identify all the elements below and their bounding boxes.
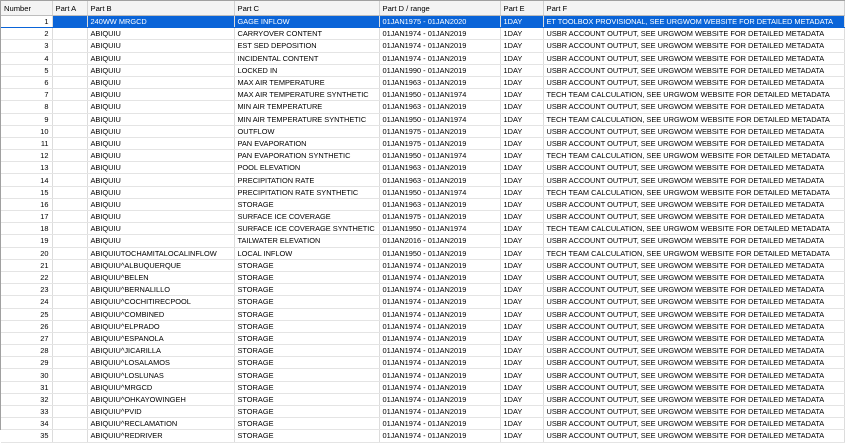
column-header-part-d[interactable]: Part D / range [379, 1, 500, 16]
cell-part-d[interactable]: 01JAN1950 - 01JAN1974 [379, 186, 500, 198]
cell-part-d[interactable]: 01JAN1975 - 01JAN2020 [379, 16, 500, 28]
table-row[interactable] [1, 125, 844, 137]
cell-part-c[interactable]: STORAGE [234, 345, 379, 357]
cell-part-c[interactable]: MAX AIR TEMPERATURE SYNTHETIC [234, 89, 379, 101]
column-header-part-c[interactable]: Part C [234, 1, 379, 16]
cell-part-a[interactable] [52, 211, 87, 223]
table-row[interactable] [1, 430, 844, 442]
cell-part-a[interactable] [52, 369, 87, 381]
cell-part-f[interactable]: USBR ACCOUNT OUTPUT, SEE URGWOM WEBSITE FOR DETAILED METADATA [543, 430, 844, 442]
cell-number[interactable]: 24 [1, 296, 52, 308]
cell-part-a[interactable] [52, 198, 87, 210]
cell-part-d[interactable]: 01JAN1963 - 01JAN2019 [379, 101, 500, 113]
table-row[interactable] [1, 345, 844, 357]
cell-part-b[interactable]: ABIQUIU^LOSALAMOS [87, 357, 234, 369]
cell-part-a[interactable] [52, 357, 87, 369]
table-row[interactable] [1, 369, 844, 381]
cell-part-c[interactable]: TAILWATER ELEVATION [234, 235, 379, 247]
cell-part-b[interactable]: ABIQUIU [87, 64, 234, 76]
table-row[interactable] [1, 40, 844, 52]
cell-part-d[interactable]: 01JAN1963 - 01JAN2019 [379, 162, 500, 174]
cell-part-c[interactable]: EST SED DEPOSITION [234, 40, 379, 52]
cell-number[interactable]: 9 [1, 113, 52, 125]
cell-part-b[interactable]: ABIQUIU^REDRIVER [87, 430, 234, 442]
catalog-table [1, 1, 845, 443]
table-row[interactable] [1, 89, 844, 101]
cell-part-d[interactable]: 01JAN1990 - 01JAN2019 [379, 64, 500, 76]
cell-part-f[interactable]: USBR ACCOUNT OUTPUT, SEE URGWOM WEBSITE FOR DETAILED METADATA [543, 418, 844, 430]
table-row[interactable] [1, 137, 844, 149]
table-row[interactable] [1, 393, 844, 405]
cell-part-b[interactable]: ABIQUIU [87, 40, 234, 52]
cell-part-a[interactable] [52, 137, 87, 149]
cell-part-b[interactable]: ABIQUIU [87, 223, 234, 235]
cell-part-f[interactable]: USBR ACCOUNT OUTPUT, SEE URGWOM WEBSITE FOR DETAILED METADATA [543, 174, 844, 186]
cell-part-f[interactable]: USBR ACCOUNT OUTPUT, SEE URGWOM WEBSITE FOR DETAILED METADATA [543, 381, 844, 393]
cell-part-e[interactable]: 1DAY [500, 16, 543, 28]
cell-part-f[interactable]: USBR ACCOUNT OUTPUT, SEE URGWOM WEBSITE FOR DETAILED METADATA [543, 406, 844, 418]
cell-part-e[interactable]: 1DAY [500, 332, 543, 344]
cell-part-d[interactable]: 01JAN1950 - 01JAN1974 [379, 89, 500, 101]
table-row[interactable] [1, 28, 844, 40]
cell-part-c[interactable]: STORAGE [234, 406, 379, 418]
cell-part-d[interactable]: 01JAN1974 - 01JAN2019 [379, 320, 500, 332]
cell-part-b[interactable]: ABIQUIU [87, 52, 234, 64]
cell-part-e[interactable]: 1DAY [500, 223, 543, 235]
cell-part-c[interactable]: PRECIPITATION RATE SYNTHETIC [234, 186, 379, 198]
cell-part-f[interactable]: USBR ACCOUNT OUTPUT, SEE URGWOM WEBSITE FOR DETAILED METADATA [543, 52, 844, 64]
cell-part-c[interactable]: POOL ELEVATION [234, 162, 379, 174]
table-row[interactable] [1, 174, 844, 186]
cell-part-e[interactable]: 1DAY [500, 320, 543, 332]
cell-number[interactable]: 26 [1, 320, 52, 332]
cell-part-d[interactable]: 01JAN1974 - 01JAN2019 [379, 418, 500, 430]
cell-number[interactable]: 12 [1, 150, 52, 162]
cell-part-d[interactable]: 01JAN1950 - 01JAN1974 [379, 223, 500, 235]
cell-part-d[interactable]: 01JAN1974 - 01JAN2019 [379, 271, 500, 283]
cell-part-d[interactable]: 01JAN1975 - 01JAN2019 [379, 137, 500, 149]
table-row[interactable] [1, 381, 844, 393]
cell-part-d[interactable]: 01JAN1974 - 01JAN2019 [379, 40, 500, 52]
cell-part-e[interactable]: 1DAY [500, 418, 543, 430]
cell-part-e[interactable]: 1DAY [500, 235, 543, 247]
cell-part-d[interactable]: 01JAN1975 - 01JAN2019 [379, 125, 500, 137]
cell-number[interactable]: 23 [1, 284, 52, 296]
cell-part-f[interactable]: USBR ACCOUNT OUTPUT, SEE URGWOM WEBSITE FOR DETAILED METADATA [543, 64, 844, 76]
cell-part-a[interactable] [52, 150, 87, 162]
cell-part-e[interactable]: 1DAY [500, 430, 543, 442]
cell-part-e[interactable]: 1DAY [500, 40, 543, 52]
cell-part-e[interactable]: 1DAY [500, 76, 543, 88]
cell-part-e[interactable]: 1DAY [500, 247, 543, 259]
cell-part-f[interactable]: USBR ACCOUNT OUTPUT, SEE URGWOM WEBSITE FOR DETAILED METADATA [543, 320, 844, 332]
table-row[interactable] [1, 308, 844, 320]
cell-part-f[interactable]: USBR ACCOUNT OUTPUT, SEE URGWOM WEBSITE FOR DETAILED METADATA [543, 76, 844, 88]
column-header-part-a[interactable]: Part A [52, 1, 87, 16]
cell-part-a[interactable] [52, 308, 87, 320]
cell-part-e[interactable]: 1DAY [500, 150, 543, 162]
cell-part-d[interactable]: 01JAN1974 - 01JAN2019 [379, 259, 500, 271]
table-row[interactable] [1, 247, 844, 259]
cell-part-a[interactable] [52, 271, 87, 283]
cell-part-b[interactable]: ABIQUIU^MRGCD [87, 381, 234, 393]
cell-number[interactable]: 35 [1, 430, 52, 442]
cell-part-d[interactable]: 01JAN1974 - 01JAN2019 [379, 52, 500, 64]
cell-part-f[interactable]: USBR ACCOUNT OUTPUT, SEE URGWOM WEBSITE FOR DETAILED METADATA [543, 393, 844, 405]
cell-part-b[interactable]: ABIQUIU [87, 235, 234, 247]
table-row[interactable] [1, 235, 844, 247]
cell-part-c[interactable]: INCIDENTAL CONTENT [234, 52, 379, 64]
cell-part-a[interactable] [52, 28, 87, 40]
cell-part-c[interactable]: GAGE INFLOW [234, 16, 379, 28]
cell-part-b[interactable]: ABIQUIU^ALBUQUERQUE [87, 259, 234, 271]
cell-part-e[interactable]: 1DAY [500, 174, 543, 186]
cell-part-c[interactable]: PAN EVAPORATION SYNTHETIC [234, 150, 379, 162]
cell-number[interactable]: 2 [1, 28, 52, 40]
table-row[interactable] [1, 101, 844, 113]
table-row[interactable] [1, 418, 844, 430]
cell-part-c[interactable]: STORAGE [234, 198, 379, 210]
cell-number[interactable]: 6 [1, 76, 52, 88]
cell-part-c[interactable]: STORAGE [234, 271, 379, 283]
table-row[interactable] [1, 16, 844, 28]
cell-part-b[interactable]: ABIQUIU [87, 113, 234, 125]
cell-part-b[interactable]: ABIQUIU [87, 125, 234, 137]
cell-number[interactable]: 4 [1, 52, 52, 64]
table-row[interactable] [1, 259, 844, 271]
cell-part-f[interactable]: USBR ACCOUNT OUTPUT, SEE URGWOM WEBSITE FOR DETAILED METADATA [543, 345, 844, 357]
cell-part-d[interactable]: 01JAN1974 - 01JAN2019 [379, 381, 500, 393]
table-row[interactable] [1, 162, 844, 174]
cell-part-a[interactable] [52, 381, 87, 393]
cell-part-a[interactable] [52, 418, 87, 430]
table-row[interactable] [1, 223, 844, 235]
cell-part-a[interactable] [52, 223, 87, 235]
cell-part-a[interactable] [52, 174, 87, 186]
cell-part-c[interactable]: MIN AIR TEMPERATURE [234, 101, 379, 113]
cell-part-b[interactable]: ABIQUIU [87, 89, 234, 101]
table-row[interactable] [1, 296, 844, 308]
cell-part-e[interactable]: 1DAY [500, 357, 543, 369]
cell-number[interactable]: 15 [1, 186, 52, 198]
cell-part-e[interactable]: 1DAY [500, 186, 543, 198]
cell-part-b[interactable]: ABIQUIU [87, 211, 234, 223]
cell-part-d[interactable]: 01JAN1974 - 01JAN2019 [379, 357, 500, 369]
cell-part-e[interactable]: 1DAY [500, 308, 543, 320]
table-row[interactable] [1, 271, 844, 283]
cell-part-e[interactable]: 1DAY [500, 211, 543, 223]
cell-number[interactable]: 29 [1, 357, 52, 369]
cell-part-b[interactable]: ABIQUIU [87, 162, 234, 174]
cell-part-d[interactable]: 01JAN1974 - 01JAN2019 [379, 369, 500, 381]
cell-number[interactable]: 31 [1, 381, 52, 393]
cell-part-c[interactable]: LOCKED IN [234, 64, 379, 76]
cell-part-f[interactable]: USBR ACCOUNT OUTPUT, SEE URGWOM WEBSITE FOR DETAILED METADATA [543, 357, 844, 369]
cell-part-d[interactable]: 01JAN1974 - 01JAN2019 [379, 332, 500, 344]
cell-part-f[interactable]: USBR ACCOUNT OUTPUT, SEE URGWOM WEBSITE FOR DETAILED METADATA [543, 235, 844, 247]
cell-part-a[interactable] [52, 320, 87, 332]
cell-part-a[interactable] [52, 64, 87, 76]
cell-part-b[interactable]: ABIQUIU^COMBINED [87, 308, 234, 320]
cell-part-f[interactable]: USBR ACCOUNT OUTPUT, SEE URGWOM WEBSITE FOR DETAILED METADATA [543, 125, 844, 137]
cell-part-e[interactable]: 1DAY [500, 369, 543, 381]
cell-part-e[interactable]: 1DAY [500, 198, 543, 210]
cell-part-a[interactable] [52, 430, 87, 442]
cell-part-d[interactable]: 01JAN1974 - 01JAN2019 [379, 308, 500, 320]
cell-part-e[interactable]: 1DAY [500, 64, 543, 76]
cell-part-b[interactable]: ABIQUIU^PVID [87, 406, 234, 418]
cell-part-d[interactable]: 01JAN1963 - 01JAN2019 [379, 198, 500, 210]
cell-part-c[interactable]: STORAGE [234, 369, 379, 381]
cell-number[interactable]: 30 [1, 369, 52, 381]
cell-part-b[interactable]: ABIQUIU [87, 198, 234, 210]
cell-part-e[interactable]: 1DAY [500, 162, 543, 174]
cell-number[interactable]: 10 [1, 125, 52, 137]
cell-part-c[interactable]: SURFACE ICE COVERAGE [234, 211, 379, 223]
cell-number[interactable]: 28 [1, 345, 52, 357]
cell-part-f[interactable]: USBR ACCOUNT OUTPUT, SEE URGWOM WEBSITE FOR DETAILED METADATA [543, 259, 844, 271]
cell-part-c[interactable]: STORAGE [234, 296, 379, 308]
cell-part-e[interactable]: 1DAY [500, 284, 543, 296]
cell-number[interactable]: 19 [1, 235, 52, 247]
cell-number[interactable]: 22 [1, 271, 52, 283]
cell-part-b[interactable]: ABIQUIU^ESPANOLA [87, 332, 234, 344]
cell-part-b[interactable]: ABIQUIU^COCHITIRECPOOL [87, 296, 234, 308]
cell-number[interactable]: 5 [1, 64, 52, 76]
cell-part-d[interactable]: 01JAN1974 - 01JAN2019 [379, 430, 500, 442]
cell-part-a[interactable] [52, 259, 87, 271]
table-row[interactable] [1, 76, 844, 88]
cell-part-b[interactable]: ABIQUIU [87, 101, 234, 113]
cell-part-a[interactable] [52, 345, 87, 357]
cell-part-b[interactable]: ABIQUIU [87, 174, 234, 186]
table-row[interactable] [1, 113, 844, 125]
cell-part-c[interactable]: CARRYOVER CONTENT [234, 28, 379, 40]
cell-part-a[interactable] [52, 162, 87, 174]
cell-number[interactable]: 16 [1, 198, 52, 210]
cell-part-f[interactable]: USBR ACCOUNT OUTPUT, SEE URGWOM WEBSITE FOR DETAILED METADATA [543, 101, 844, 113]
cell-part-a[interactable] [52, 235, 87, 247]
cell-number[interactable]: 3 [1, 40, 52, 52]
cell-part-a[interactable] [52, 125, 87, 137]
table-row[interactable] [1, 52, 844, 64]
cell-part-d[interactable]: 01JAN1950 - 01JAN2019 [379, 247, 500, 259]
cell-number[interactable]: 20 [1, 247, 52, 259]
cell-part-f[interactable]: TECH TEAM CALCULATION, SEE URGWOM WEBSITE FOR DETAILED METADATA [543, 89, 844, 101]
cell-part-c[interactable]: STORAGE [234, 320, 379, 332]
cell-number[interactable]: 8 [1, 101, 52, 113]
cell-part-e[interactable]: 1DAY [500, 28, 543, 40]
cell-part-c[interactable]: STORAGE [234, 418, 379, 430]
cell-number[interactable]: 25 [1, 308, 52, 320]
cell-part-a[interactable] [52, 332, 87, 344]
cell-part-a[interactable] [52, 247, 87, 259]
table-row[interactable] [1, 211, 844, 223]
table-row[interactable] [1, 284, 844, 296]
cell-part-e[interactable]: 1DAY [500, 345, 543, 357]
cell-part-e[interactable]: 1DAY [500, 125, 543, 137]
column-header-part-f[interactable]: Part F [543, 1, 844, 16]
cell-part-d[interactable]: 01JAN1974 - 01JAN2019 [379, 345, 500, 357]
cell-part-b[interactable]: 240WW MRGCD [87, 16, 234, 28]
cell-part-a[interactable] [52, 284, 87, 296]
cell-part-e[interactable]: 1DAY [500, 406, 543, 418]
cell-part-b[interactable]: ABIQUIU^RECLAMATION [87, 418, 234, 430]
cell-part-d[interactable]: 01JAN2016 - 01JAN2019 [379, 235, 500, 247]
cell-part-f[interactable]: USBR ACCOUNT OUTPUT, SEE URGWOM WEBSITE FOR DETAILED METADATA [543, 137, 844, 149]
cell-part-e[interactable]: 1DAY [500, 259, 543, 271]
cell-part-e[interactable]: 1DAY [500, 137, 543, 149]
cell-number[interactable]: 7 [1, 89, 52, 101]
cell-part-f[interactable]: USBR ACCOUNT OUTPUT, SEE URGWOM WEBSITE FOR DETAILED METADATA [543, 284, 844, 296]
cell-number[interactable]: 13 [1, 162, 52, 174]
cell-part-a[interactable] [52, 40, 87, 52]
cell-part-b[interactable]: ABIQUIU [87, 150, 234, 162]
cell-part-e[interactable]: 1DAY [500, 113, 543, 125]
cell-part-e[interactable]: 1DAY [500, 381, 543, 393]
cell-part-b[interactable]: ABIQUIU^JICARILLA [87, 345, 234, 357]
cell-part-d[interactable]: 01JAN1974 - 01JAN2019 [379, 393, 500, 405]
table-row[interactable] [1, 357, 844, 369]
cell-part-a[interactable] [52, 113, 87, 125]
cell-part-a[interactable] [52, 16, 87, 28]
cell-number[interactable]: 11 [1, 137, 52, 149]
cell-part-a[interactable] [52, 89, 87, 101]
cell-part-f[interactable]: TECH TEAM CALCULATION, SEE URGWOM WEBSITE FOR DETAILED METADATA [543, 247, 844, 259]
cell-part-c[interactable]: STORAGE [234, 357, 379, 369]
cell-part-b[interactable]: ABIQUIU [87, 28, 234, 40]
cell-part-c[interactable]: STORAGE [234, 284, 379, 296]
cell-part-c[interactable]: STORAGE [234, 308, 379, 320]
cell-part-c[interactable]: OUTFLOW [234, 125, 379, 137]
table-row[interactable] [1, 198, 844, 210]
cell-part-c[interactable]: STORAGE [234, 393, 379, 405]
cell-part-c[interactable]: LOCAL INFLOW [234, 247, 379, 259]
cell-part-a[interactable] [52, 393, 87, 405]
cell-part-a[interactable] [52, 101, 87, 113]
cell-part-e[interactable]: 1DAY [500, 89, 543, 101]
table-row[interactable] [1, 320, 844, 332]
cell-part-b[interactable]: ABIQUIU^LOSLUNAS [87, 369, 234, 381]
cell-part-f[interactable]: TECH TEAM CALCULATION, SEE URGWOM WEBSITE FOR DETAILED METADATA [543, 186, 844, 198]
cell-part-d[interactable]: 01JAN1974 - 01JAN2019 [379, 28, 500, 40]
cell-part-f[interactable]: TECH TEAM CALCULATION, SEE URGWOM WEBSITE FOR DETAILED METADATA [543, 223, 844, 235]
cell-part-d[interactable]: 01JAN1950 - 01JAN1974 [379, 113, 500, 125]
cell-number[interactable]: 33 [1, 406, 52, 418]
cell-part-f[interactable]: USBR ACCOUNT OUTPUT, SEE URGWOM WEBSITE FOR DETAILED METADATA [543, 296, 844, 308]
table-row[interactable] [1, 64, 844, 76]
cell-part-c[interactable]: PAN EVAPORATION [234, 137, 379, 149]
cell-part-b[interactable]: ABIQUIU [87, 186, 234, 198]
cell-number[interactable]: 14 [1, 174, 52, 186]
table-header-row [1, 1, 844, 16]
cell-part-a[interactable] [52, 76, 87, 88]
cell-number[interactable]: 32 [1, 393, 52, 405]
cell-part-d[interactable]: 01JAN1974 - 01JAN2019 [379, 284, 500, 296]
cell-part-b[interactable]: ABIQUIU^BERNALILLO [87, 284, 234, 296]
cell-part-d[interactable]: 01JAN1974 - 01JAN2019 [379, 406, 500, 418]
table-row[interactable] [1, 186, 844, 198]
table-row[interactable] [1, 332, 844, 344]
cell-part-b[interactable]: ABIQUIU^ELPRADO [87, 320, 234, 332]
cell-part-c[interactable]: STORAGE [234, 259, 379, 271]
cell-part-c[interactable]: MAX AIR TEMPERATURE [234, 76, 379, 88]
cell-number[interactable]: 18 [1, 223, 52, 235]
cell-part-f[interactable]: USBR ACCOUNT OUTPUT, SEE URGWOM WEBSITE FOR DETAILED METADATA [543, 28, 844, 40]
cell-part-c[interactable]: PRECIPITATION RATE [234, 174, 379, 186]
cell-part-d[interactable]: 01JAN1963 - 01JAN2019 [379, 76, 500, 88]
column-header-part-e[interactable]: Part E [500, 1, 543, 16]
cell-part-c[interactable]: SURFACE ICE COVERAGE SYNTHETIC [234, 223, 379, 235]
cell-part-d[interactable]: 01JAN1975 - 01JAN2019 [379, 211, 500, 223]
cell-part-a[interactable] [52, 296, 87, 308]
cell-part-c[interactable]: STORAGE [234, 430, 379, 442]
cell-number[interactable]: 17 [1, 211, 52, 223]
cell-part-e[interactable]: 1DAY [500, 393, 543, 405]
cell-part-a[interactable] [52, 406, 87, 418]
cell-part-f[interactable]: USBR ACCOUNT OUTPUT, SEE URGWOM WEBSITE FOR DETAILED METADATA [543, 308, 844, 320]
cell-number[interactable]: 34 [1, 418, 52, 430]
table-row[interactable] [1, 150, 844, 162]
cell-part-f[interactable]: TECH TEAM CALCULATION, SEE URGWOM WEBSITE FOR DETAILED METADATA [543, 113, 844, 125]
cell-part-f[interactable]: USBR ACCOUNT OUTPUT, SEE URGWOM WEBSITE FOR DETAILED METADATA [543, 369, 844, 381]
cell-part-f[interactable]: TECH TEAM CALCULATION, SEE URGWOM WEBSITE FOR DETAILED METADATA [543, 150, 844, 162]
cell-part-e[interactable]: 1DAY [500, 296, 543, 308]
cell-part-d[interactable]: 01JAN1974 - 01JAN2019 [379, 296, 500, 308]
column-header-part-b[interactable]: Part B [87, 1, 234, 16]
cell-part-c[interactable]: STORAGE [234, 381, 379, 393]
cell-part-d[interactable]: 01JAN1963 - 01JAN2019 [379, 174, 500, 186]
cell-number[interactable]: 21 [1, 259, 52, 271]
cell-part-b[interactable]: ABIQUIU [87, 76, 234, 88]
cell-part-a[interactable] [52, 52, 87, 64]
table-body [1, 16, 844, 443]
cell-part-c[interactable]: STORAGE [234, 332, 379, 344]
cell-part-f[interactable]: USBR ACCOUNT OUTPUT, SEE URGWOM WEBSITE FOR DETAILED METADATA [543, 211, 844, 223]
cell-part-f[interactable]: USBR ACCOUNT OUTPUT, SEE URGWOM WEBSITE FOR DETAILED METADATA [543, 198, 844, 210]
cell-part-f[interactable]: USBR ACCOUNT OUTPUT, SEE URGWOM WEBSITE FOR DETAILED METADATA [543, 271, 844, 283]
cell-part-f[interactable]: USBR ACCOUNT OUTPUT, SEE URGWOM WEBSITE FOR DETAILED METADATA [543, 332, 844, 344]
cell-part-f[interactable]: USBR ACCOUNT OUTPUT, SEE URGWOM WEBSITE FOR DETAILED METADATA [543, 162, 844, 174]
cell-part-e[interactable]: 1DAY [500, 101, 543, 113]
cell-part-d[interactable]: 01JAN1950 - 01JAN1974 [379, 150, 500, 162]
cell-part-b[interactable]: ABIQUIU^BELEN [87, 271, 234, 283]
cell-part-b[interactable]: ABIQUIU [87, 137, 234, 149]
cell-part-e[interactable]: 1DAY [500, 271, 543, 283]
cell-part-e[interactable]: 1DAY [500, 52, 543, 64]
cell-part-f[interactable]: USBR ACCOUNT OUTPUT, SEE URGWOM WEBSITE FOR DETAILED METADATA [543, 40, 844, 52]
column-header-number[interactable]: Number [1, 1, 52, 16]
cell-part-c[interactable]: MIN AIR TEMPERATURE SYNTHETIC [234, 113, 379, 125]
cell-part-f[interactable]: ET TOOLBOX PROVISIONAL, SEE URGWOM WEBSITE FOR DETAILED METADATA [543, 16, 844, 28]
cell-part-b[interactable]: ABIQUIUTOCHAMITALOCALINFLOW [87, 247, 234, 259]
table-row[interactable] [1, 406, 844, 418]
cell-number[interactable]: 27 [1, 332, 52, 344]
cell-number[interactable]: 1 [1, 16, 52, 28]
cell-part-b[interactable]: ABIQUIU^OHKAYOWINGEH [87, 393, 234, 405]
cell-part-a[interactable] [52, 186, 87, 198]
